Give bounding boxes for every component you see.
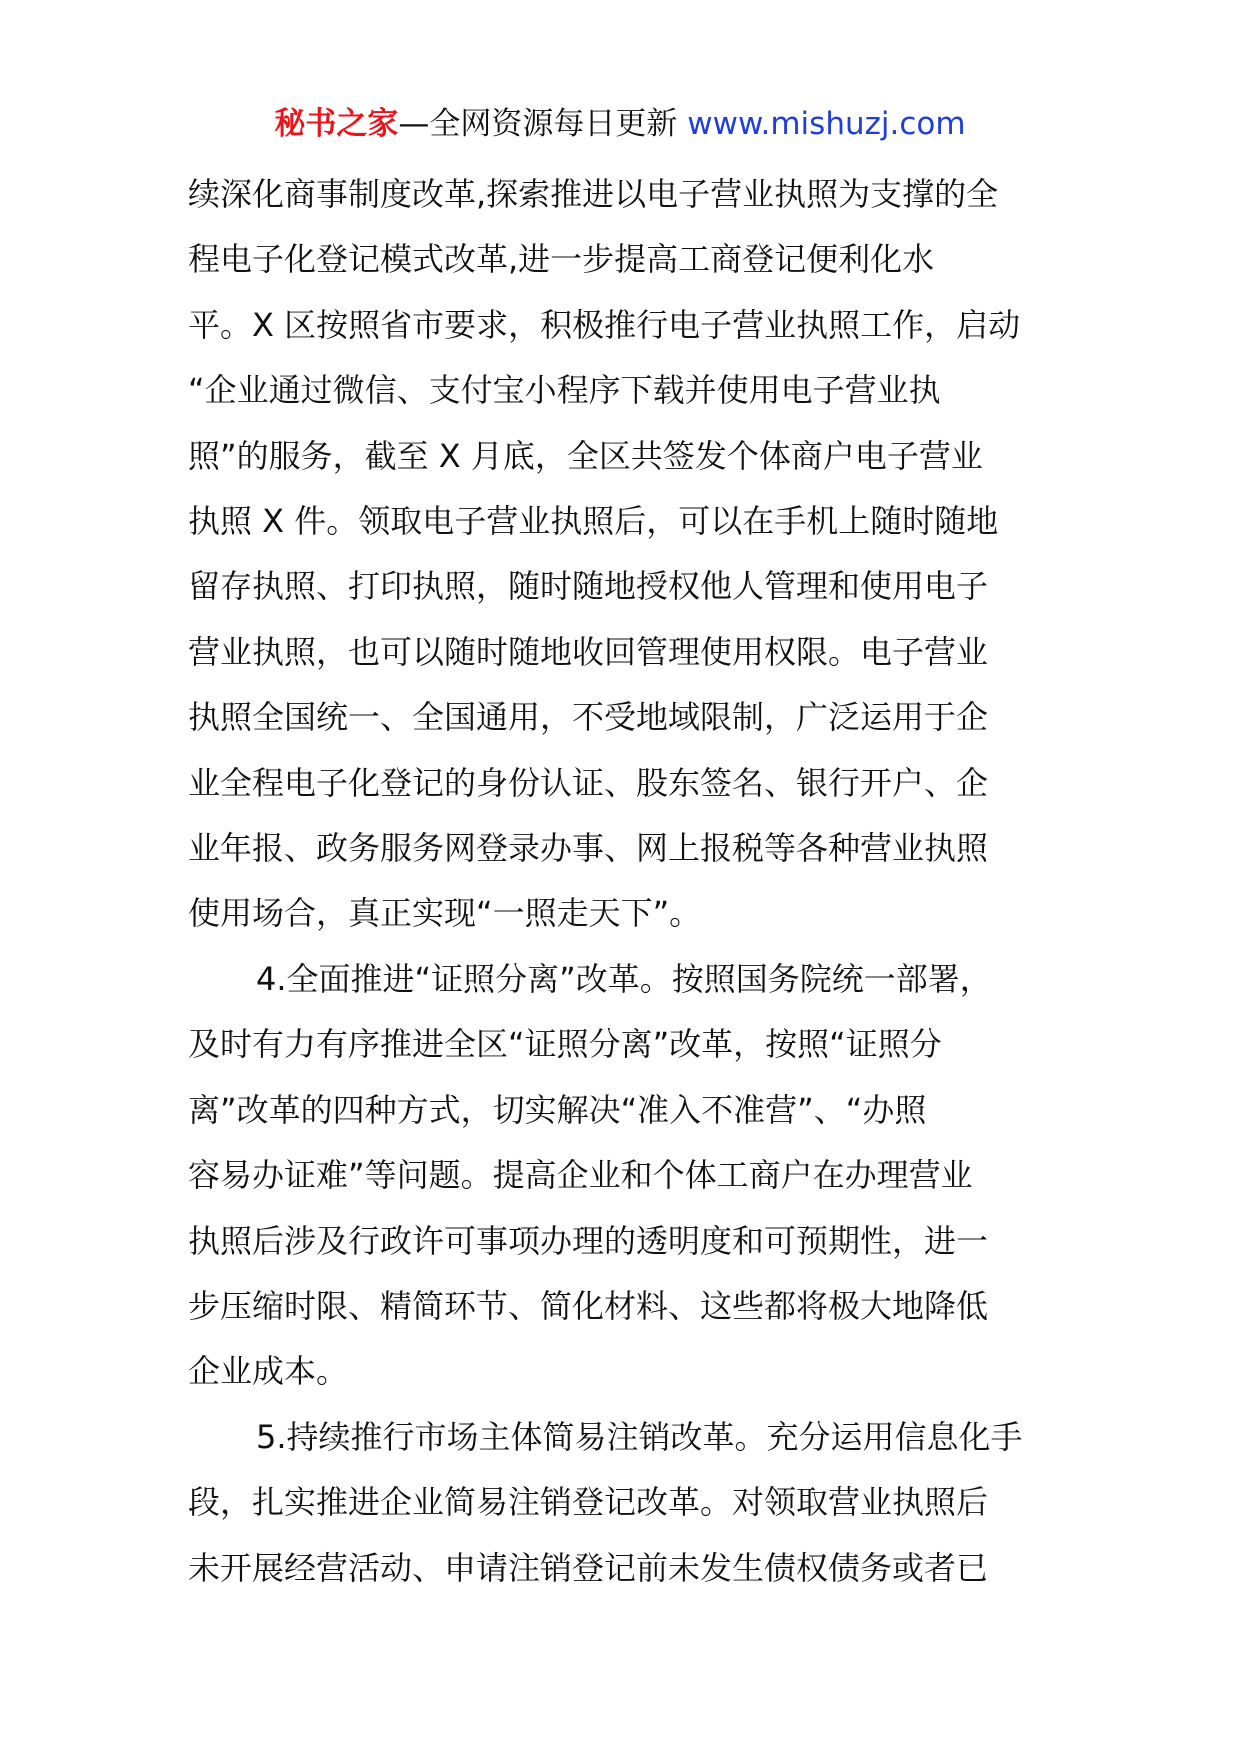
text-line: 照”的服务，截至 X 月底，全区共签发个体商户电子营业: [188, 436, 983, 475]
document-body: [188, 162, 1058, 1601]
text-line: “企业通过微信、支付宝小程序下载并使用电子营业执: [188, 371, 941, 410]
text-line: 执照后涉及行政许可事项办理的透明度和可预期性，进一: [188, 1221, 989, 1260]
text-line: 离”改革的四种方式，切实解决“准入不准营”、“办照: [188, 1090, 927, 1129]
text-line: 步压缩时限、精简环节、简化材料、这些都将极大地降低: [188, 1286, 989, 1325]
text-line: 程电子化登记模式改革,进一步提高工商登记便利化水: [188, 240, 935, 279]
text-line: 未开展经营活动、申请注销登记前未发生债权债务或者已: [188, 1548, 989, 1587]
text-line: 执照 X 件。领取电子营业执照后，可以在手机上随时随地: [188, 502, 999, 541]
text-line: 平。X 区按照省市要求，积极推行电子营业执照工作，启动: [188, 305, 1021, 344]
text-line: 使用场合，真正实现“一照走天下”。: [188, 894, 702, 933]
site-tagline: —全网资源每日更新: [398, 106, 678, 142]
page-header: [0, 100, 1240, 148]
text-line: 及时有力有序推进全区“证照分离”改革，按照“证照分: [188, 1025, 942, 1064]
text-line: 4.全面推进“证照分离”改革。按照国务院统一部署，: [256, 959, 992, 998]
text-line: 执照全国统一、全国通用，不受地域限制，广泛运用于企: [188, 698, 989, 737]
site-url-link[interactable]: www.mishuzj.com: [687, 106, 966, 142]
text-line: 续深化商事制度改革,探索推进以电子营业执照为支撑的全: [188, 175, 999, 213]
text-line: 容易办证难”等问题。提高企业和个体工商户在办理营业: [188, 1156, 973, 1195]
text-line: 5.持续推行市场主体简易注销改革。充分运用信息化手: [256, 1417, 1023, 1456]
text-line: 营业执照，也可以随时随地收回管理使用权限。电子营业: [188, 632, 989, 671]
site-brand: 秘书之家: [274, 106, 399, 142]
text-line: 业年报、政务服务网登录办事、网上报税等各种营业执照: [188, 829, 989, 868]
text-line: 企业成本。: [188, 1352, 349, 1391]
text-line: 业全程电子化登记的身份认证、股东签名、银行开户、企: [188, 763, 989, 802]
text-line: 段，扎实推进企业简易注销登记改革。对领取营业执照后: [188, 1483, 989, 1522]
text-line: 留存执照、打印执照，随时随地授权他人管理和使用电子: [188, 567, 989, 606]
